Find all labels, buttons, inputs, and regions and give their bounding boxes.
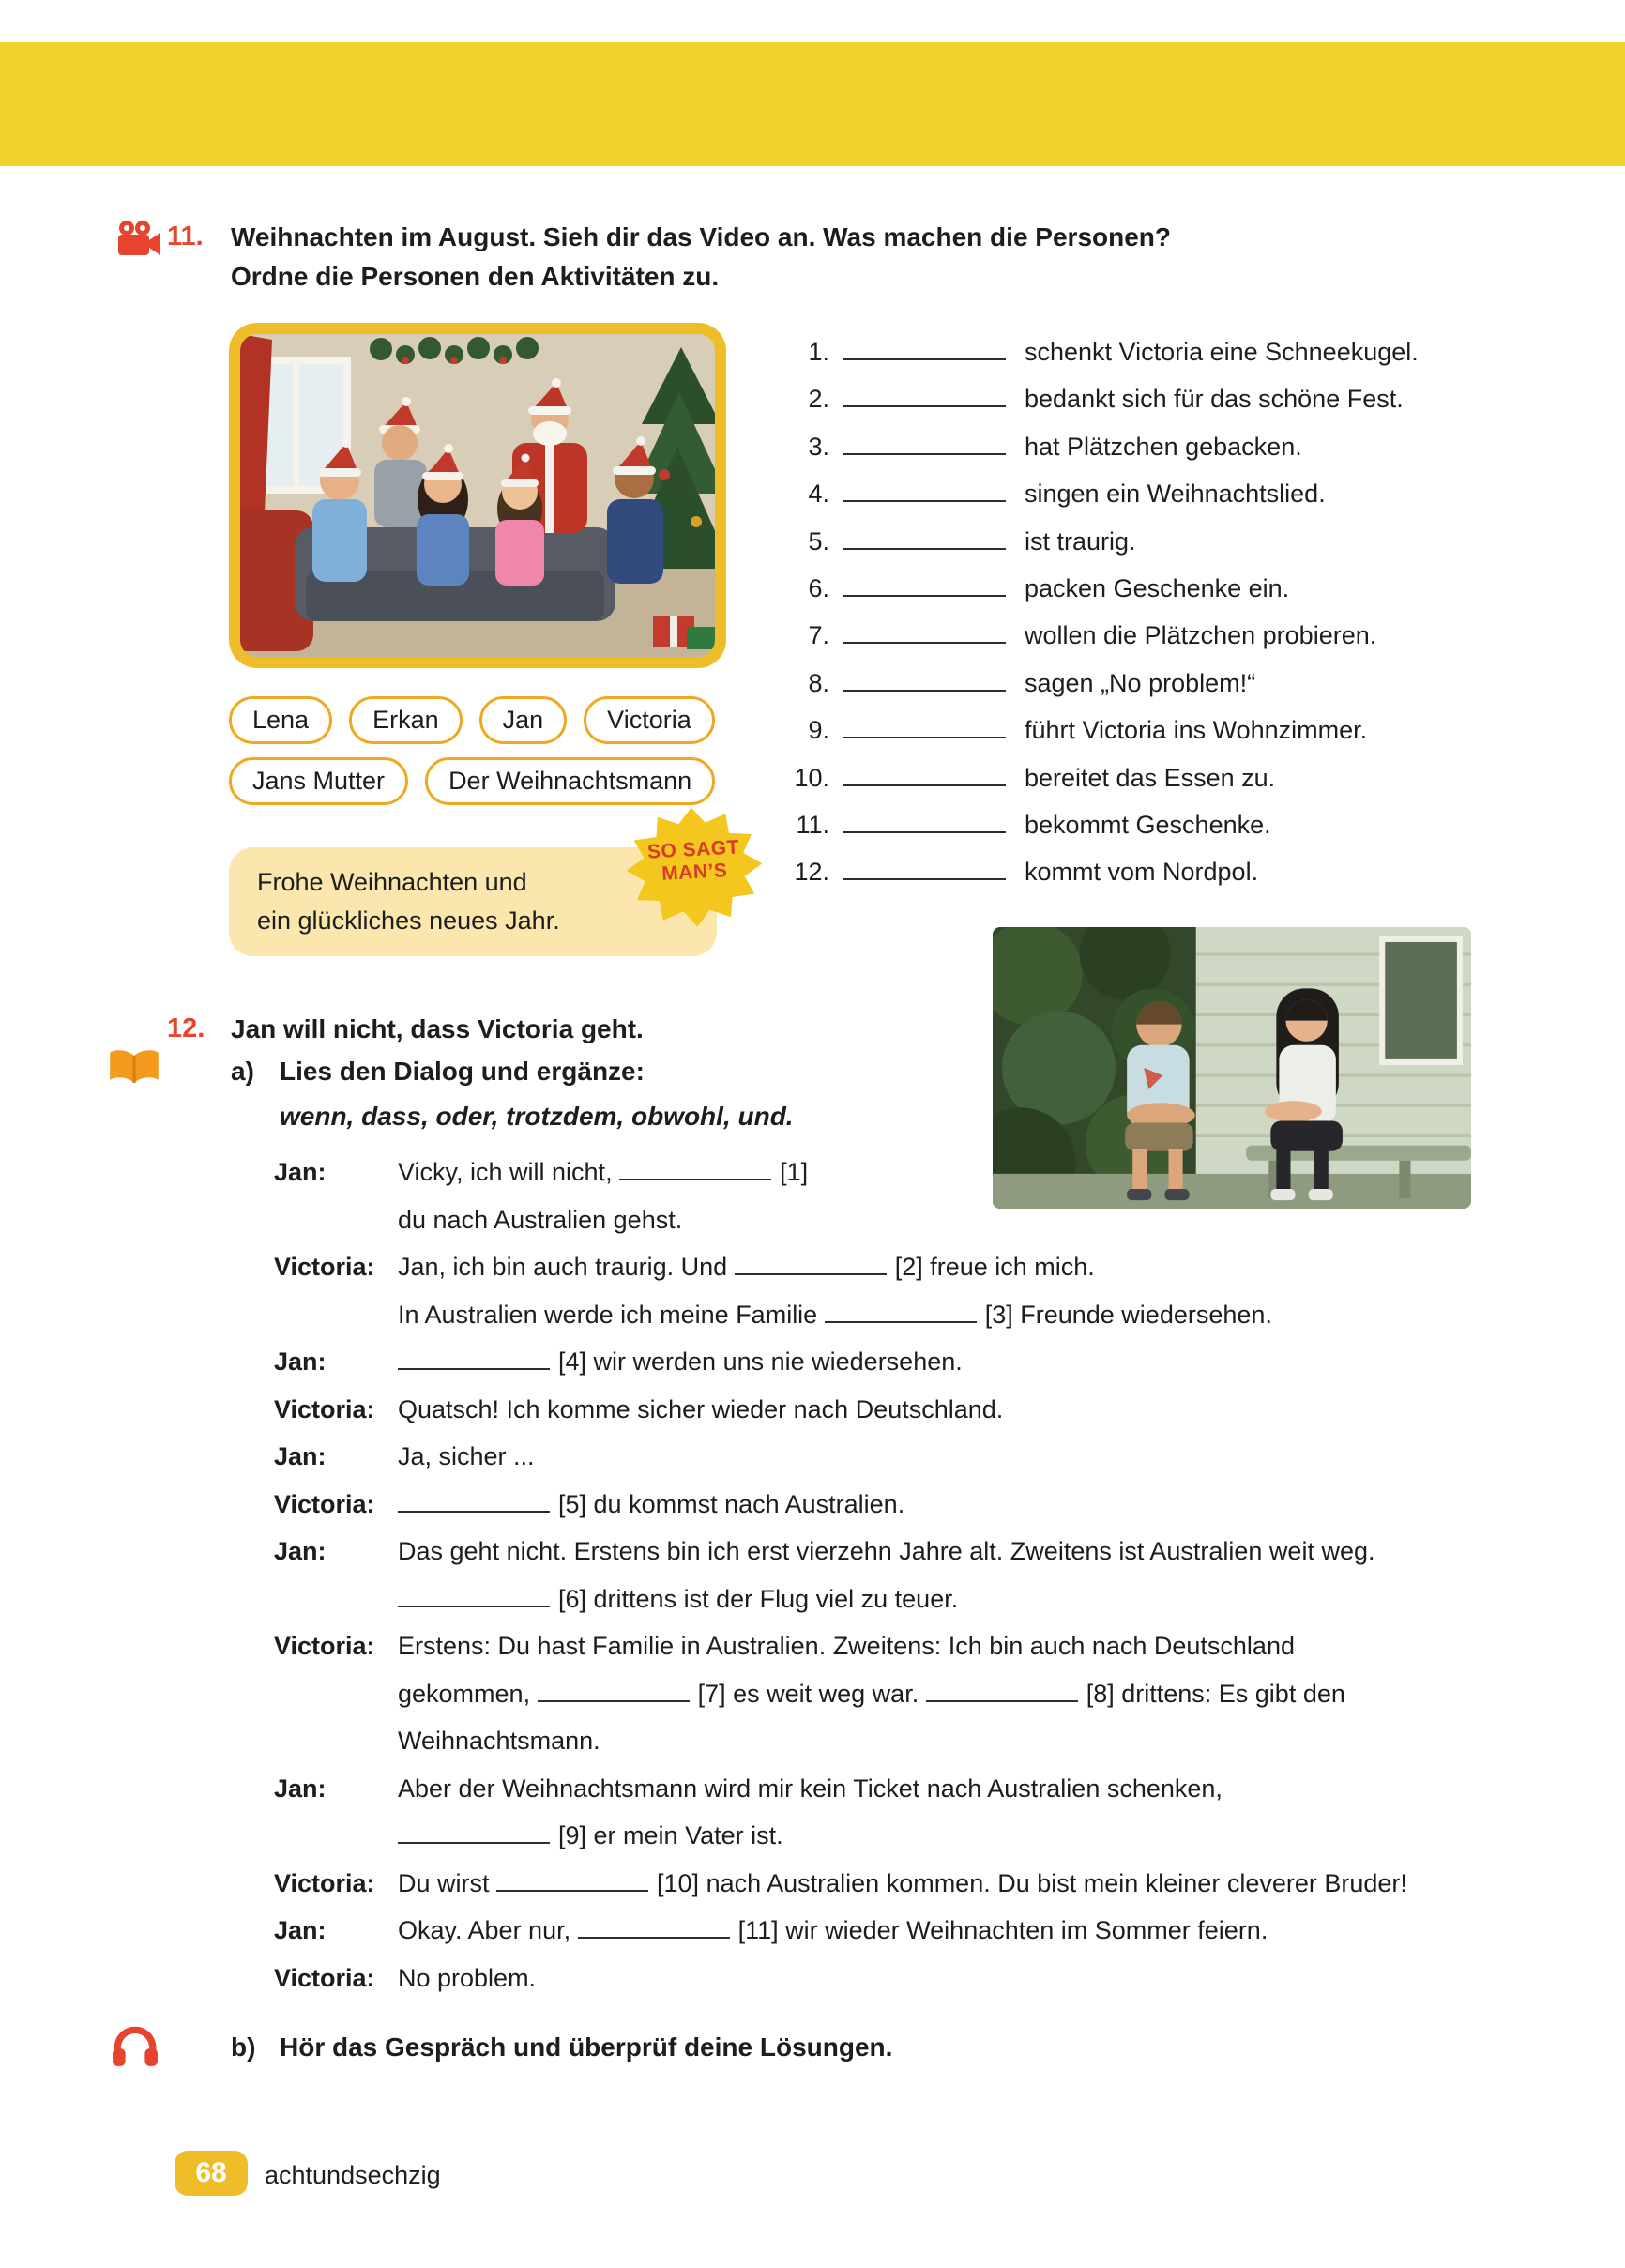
dialog-blank[interactable] [735,1249,887,1275]
dialog-row [274,1622,1587,1670]
activity-blank[interactable] [843,382,1006,408]
dialog-speaker: Victoria: [274,1963,375,1992]
exercise-11-title-line1: Weihnachten im August. Sieh dir das Video an. Was machen die Personen? [231,222,1171,251]
dialog-row [274,1196,1587,1244]
activity-blank[interactable] [843,477,1006,503]
exercise-12-number: 12. [167,1013,205,1043]
ex11-activity-list [747,328,1601,896]
headphones-icon [111,2021,159,2068]
badge-line1: SO SAGT [646,836,740,863]
dialog-blank[interactable] [825,1297,977,1323]
dialog-speaker: Jan: [274,1773,327,1803]
blank-ref: [9] [558,1821,587,1849]
exercise-11-number: 11. [167,221,204,251]
dialog-blank[interactable] [398,1344,550,1370]
blank-ref: [1] [780,1158,809,1186]
dialog-row [274,1717,1587,1765]
activity-row [747,660,1601,707]
dialog-text: In Australien werde ich meine Familie [3] Freunde wiedersehen. [398,1301,1272,1329]
dialog-text: du nach Australien gehst. [398,1205,683,1234]
dialog-text: [6] drittens ist der Flug viel zu teuer. [398,1585,958,1613]
dialog-text: Okay. Aber nur, [11] wir wieder Weihnachten im Sommer feiern. [398,1916,1268,1944]
activity-number: 8. [808,668,829,697]
activity-blank[interactable] [843,429,1006,455]
dialog-speaker: Jan: [274,1442,327,1470]
dialog-row [274,1338,1587,1386]
activity-text: kommt vom Nordpol. [1025,858,1259,887]
activity-text: hat Plätzchen gebacken. [1025,432,1302,461]
name-chip[interactable]: Jans Mutter [229,757,408,805]
dialog-row [274,1243,1587,1291]
dialog-blank[interactable] [578,1912,730,1939]
activity-text: packen Geschenke ein. [1025,573,1290,602]
so-sagt-mans-label [620,835,768,888]
dialog-row [274,1812,1587,1860]
dialog-text: Das geht nicht. Erstens bin ich erst vierzehn Jahre alt. Zweitens ist Australien weit weg. [398,1537,1375,1565]
activity-row [747,375,1601,422]
dialog-row [274,1291,1587,1339]
dialog-blank[interactable] [926,1676,1078,1702]
page-number: 68 [195,2157,227,2188]
so-sagt-mans-badge [618,799,771,935]
activity-text: sagen „No problem!“ [1025,668,1256,697]
activity-number: 1. [808,338,829,366]
activity-number: 9. [808,716,829,745]
christmas-photo-illustration [240,334,715,657]
activity-row [747,848,1601,895]
dialog-text: Jan, ich bin auch traurig. Und [2] freue ich mich. [398,1253,1095,1281]
page-footer-word: achtundsechzig [265,2161,441,2189]
dialog-blank[interactable] [398,1486,550,1513]
header-bar [0,42,1625,166]
name-chip[interactable]: Der Weihnachtsmann [425,757,715,805]
dialog-text: Weihnachtsmann. [398,1727,600,1755]
exercise-11-title-line2: Ordne die Personen den Aktivitäten zu. [231,262,720,291]
activity-blank[interactable] [843,334,1006,360]
activity-blank[interactable] [843,855,1006,881]
dialog-text: Vicky, ich will nicht, [1] [398,1158,808,1186]
open-book-icon [107,1047,161,1090]
dialog-speaker: Jan: [274,1347,327,1376]
name-chips [229,696,759,805]
activity-text: bekommt Geschenke. [1025,810,1271,839]
activity-number: 5. [808,526,829,556]
activity-text: singen ein Weihnachtslied. [1025,479,1326,509]
activity-number: 10. [794,763,829,792]
bubble-line2: ein glückliches neues Jahr. [257,906,560,935]
activity-row [747,754,1601,801]
activity-text: schenkt Victoria eine Schneekugel. [1025,338,1419,366]
activity-row [747,565,1601,612]
dialog-blank[interactable] [496,1865,648,1892]
name-chip[interactable]: Victoria [584,696,715,744]
dialog-text: Erstens: Du hast Familie in Australien. Zweitens: Ich bin auch nach Deutschland [398,1632,1295,1660]
activity-row [747,801,1601,848]
dialog-speaker: Victoria: [274,1253,375,1281]
part-a-word-bank: wenn, dass, oder, trotzdem, obwohl, und. [280,1102,794,1131]
activity-blank[interactable] [843,618,1006,645]
activity-number: 12. [794,858,829,887]
dialog-row [274,1528,1587,1575]
activity-text: bereitet das Essen zu. [1025,763,1276,792]
activity-row [747,328,1601,375]
dialog-row [274,1765,1587,1813]
dialog-row [274,1670,1587,1718]
activity-number: 6. [808,573,829,602]
dialog-row [274,1386,1587,1434]
exercise-11-title [231,218,1171,297]
dialog-blank[interactable] [619,1154,771,1180]
dialog-speaker: Jan: [274,1158,327,1186]
activity-blank[interactable] [843,712,1006,738]
part-a-label: a) [231,1057,254,1086]
blank-ref: [8] [1086,1679,1115,1708]
activity-number: 3. [808,432,829,461]
blank-ref: [3] [984,1300,1013,1329]
dialog-speaker: Victoria: [274,1868,375,1897]
activity-text: führt Victoria ins Wohnzimmer. [1025,716,1368,745]
dialog-speaker: Victoria: [274,1632,375,1660]
name-chip[interactable]: Erkan [349,696,463,744]
dialog-text: [9] er mein Vater ist. [398,1821,783,1849]
part-a-title: Lies den Dialog und ergänze: [280,1057,645,1086]
dialog-speaker: Jan: [274,1537,327,1565]
blank-ref: [11] [737,1916,779,1944]
dialog-speaker: Jan: [274,1916,327,1944]
activity-text: bedankt sich für das schöne Fest. [1025,385,1404,414]
dialog-speaker: Victoria: [274,1394,375,1423]
activity-row [747,707,1601,753]
activity-blank[interactable] [843,524,1006,550]
blank-ref: [10] [657,1868,700,1897]
dialog-text: No problem. [398,1963,537,1992]
activity-text: wollen die Plätzchen probieren. [1025,621,1377,650]
blank-ref: [6] [558,1584,587,1613]
part-b-title: Hör das Gespräch und überprüf deine Lösungen. [280,2032,893,2062]
dialog-row [274,1860,1587,1908]
activity-row [747,423,1601,470]
activity-blank[interactable] [843,571,1006,597]
activity-number: 2. [808,385,829,414]
dialog-row [274,1149,1587,1196]
dialog [274,1149,1587,2002]
dialog-row [274,1575,1587,1623]
badge-line2: MAN’S [661,860,728,885]
activity-row [747,518,1601,565]
activity-blank[interactable] [843,760,1006,786]
activity-number: 7. [808,621,829,650]
dialog-row [274,1955,1587,2002]
activity-number: 4. [808,479,829,509]
dialog-text: Du wirst [10] nach Australien kommen. Du bist mein kleiner cleverer Bruder! [398,1869,1407,1897]
blank-ref: [5] [558,1489,587,1518]
dialog-blank[interactable] [398,1581,550,1607]
dialog-text: [5] du kommst nach Australien. [398,1490,904,1518]
christmas-photo [229,323,726,668]
dialog-text: [4] wir werden uns nie wiedersehen. [398,1347,963,1376]
dialog-text: Aber der Weihnachtsmann wird mir kein Ticket nach Australien schenken, [398,1773,1223,1803]
blank-ref: [7] [697,1679,726,1708]
bubble-line1: Frohe Weihnachten und [257,868,527,896]
activity-row [747,470,1601,517]
activity-blank[interactable] [843,665,1006,692]
exercise-12-title: Jan will nicht, dass Victoria geht. [231,1014,644,1043]
dialog-text: Ja, sicher ... [398,1442,535,1470]
activity-blank[interactable] [843,807,1006,833]
video-camera-icon [116,220,161,257]
activity-row [747,612,1601,659]
dialog-blank[interactable] [398,1818,550,1844]
dialog-speaker: Victoria: [274,1489,375,1518]
dialog-blank[interactable] [538,1676,690,1702]
blank-ref: [2] [894,1253,923,1281]
dialog-text: Quatsch! Ich komme sicher wieder nach Deutschland. [398,1394,1004,1423]
blank-ref: [4] [558,1347,587,1376]
activity-number: 11. [796,810,829,839]
part-b-label: b) [231,2032,256,2062]
page-number-badge [175,2151,248,2196]
dialog-row [274,1481,1587,1529]
activity-text: ist traurig. [1025,526,1136,556]
name-chip[interactable]: Lena [229,696,332,744]
dialog-text: gekommen, [7] es weit weg war. [8] drittens: Es gibt den [398,1680,1345,1708]
dialog-row [274,1907,1587,1955]
dialog-row [274,1433,1587,1481]
name-chip[interactable]: Jan [479,696,568,744]
